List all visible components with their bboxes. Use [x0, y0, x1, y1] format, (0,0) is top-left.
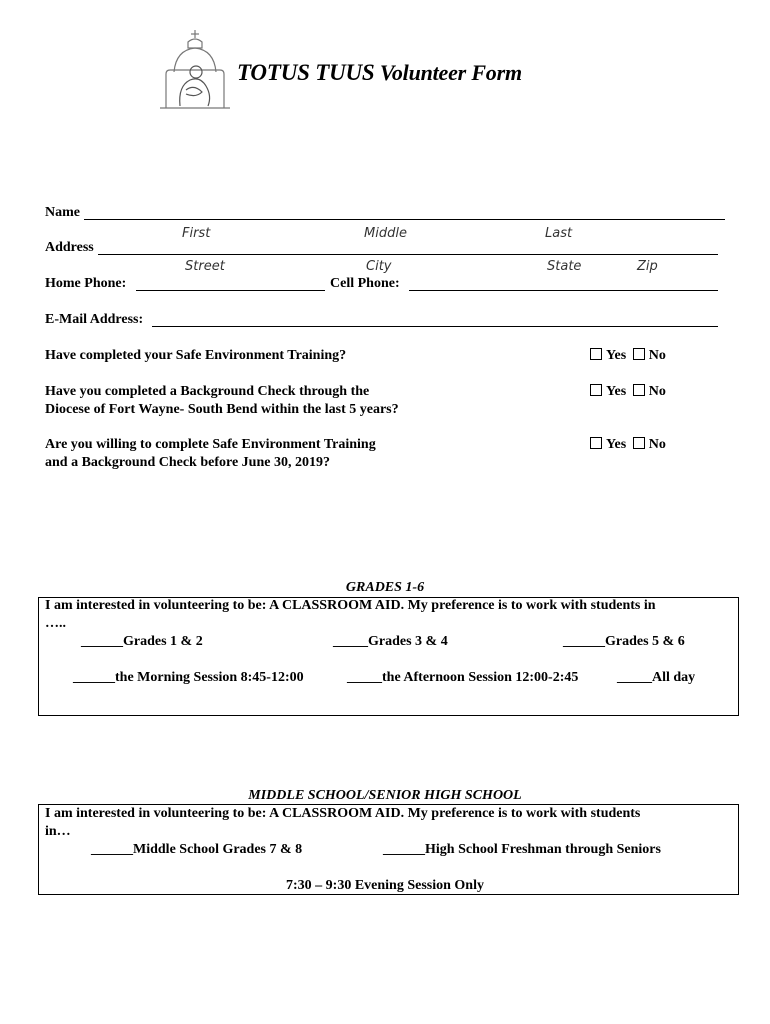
address-field[interactable]: [98, 254, 718, 255]
yes-label: Yes: [606, 384, 627, 399]
no-label: No: [648, 384, 666, 399]
name-label: Name: [45, 205, 80, 220]
option-grades-3-4[interactable]: _____Grades 3 & 4: [333, 634, 448, 649]
option-all-day[interactable]: _____All day: [617, 670, 696, 685]
address-label: Address: [45, 240, 94, 255]
home-phone-label: Home Phone:: [45, 276, 127, 291]
grades-section: [38, 597, 739, 716]
question-background-check-line2: Diocese of Fort Wayne- South Bend within the last 5 years?: [45, 402, 399, 417]
question-background-check: Have you completed a Background Check through the: [45, 384, 370, 399]
hs-heading: MIDDLE SCHOOL/SENIOR HIGH SCHOOL: [248, 788, 522, 803]
cell-phone-field[interactable]: [409, 290, 718, 291]
question-willing-line2: and a Background Check before June 30, 2019?: [45, 455, 330, 470]
name-hint-last: Last: [545, 226, 573, 241]
name-hint-first: First: [182, 226, 211, 241]
address-hint-street: Street: [185, 259, 225, 274]
address-hint-city: City: [366, 259, 392, 274]
name-field[interactable]: [84, 219, 725, 220]
address-hint-state: State: [547, 259, 582, 274]
option-morning-session[interactable]: ______the Morning Session 8:45-12:00: [73, 670, 304, 685]
yes-label: Yes: [606, 348, 627, 363]
option-high-school[interactable]: ______High School Freshman through Seniors: [383, 842, 661, 857]
cell-phone-label: Cell Phone:: [330, 276, 400, 291]
form-title: TOTUS TUUS Volunteer Form: [237, 60, 522, 85]
option-grades-5-6[interactable]: ______Grades 5 & 6: [563, 634, 685, 649]
name-hint-middle: Middle: [364, 226, 407, 241]
no-label: No: [648, 348, 666, 363]
question-willing: Are you willing to complete Safe Environment Training: [45, 437, 376, 452]
home-phone-field[interactable]: [136, 290, 325, 291]
option-middle-school[interactable]: ______Middle School Grades 7 & 8: [91, 842, 303, 857]
hs-session: 7:30 – 9:30 Evening Session Only: [286, 878, 484, 893]
email-field[interactable]: [152, 326, 718, 327]
yes-checkbox[interactable]: [590, 384, 602, 396]
grades-intro: I am interested in volunteering to be: A CLASSROOM AID. My preference is to work with students in: [45, 598, 656, 613]
grades-heading: GRADES 1-6: [345, 580, 425, 595]
hs-intro-line2: in…: [45, 824, 71, 839]
no-label: No: [648, 437, 666, 452]
question-safe-env: Have completed your Safe Environment Training?: [45, 348, 347, 363]
yes-checkbox[interactable]: [590, 437, 602, 449]
hs-intro: I am interested in volunteering to be: A CLASSROOM AID. My preference is to work with students: [45, 806, 641, 821]
cathedral-dome-icon: [156, 28, 234, 110]
no-checkbox[interactable]: [633, 437, 645, 449]
yes-no-group: [590, 437, 666, 453]
option-grades-1-2[interactable]: ______Grades 1 & 2: [81, 634, 203, 649]
yes-no-group: [590, 348, 666, 364]
email-label: E-Mail Address:: [45, 312, 144, 327]
no-checkbox[interactable]: [633, 384, 645, 396]
yes-label: Yes: [606, 437, 627, 452]
option-afternoon-session[interactable]: _____the Afternoon Session 12:00-2:45: [347, 670, 579, 685]
yes-no-group: [590, 384, 666, 400]
no-checkbox[interactable]: [633, 348, 645, 360]
address-hint-zip: Zip: [637, 259, 658, 274]
grades-intro-line2: …..: [45, 616, 66, 631]
yes-checkbox[interactable]: [590, 348, 602, 360]
